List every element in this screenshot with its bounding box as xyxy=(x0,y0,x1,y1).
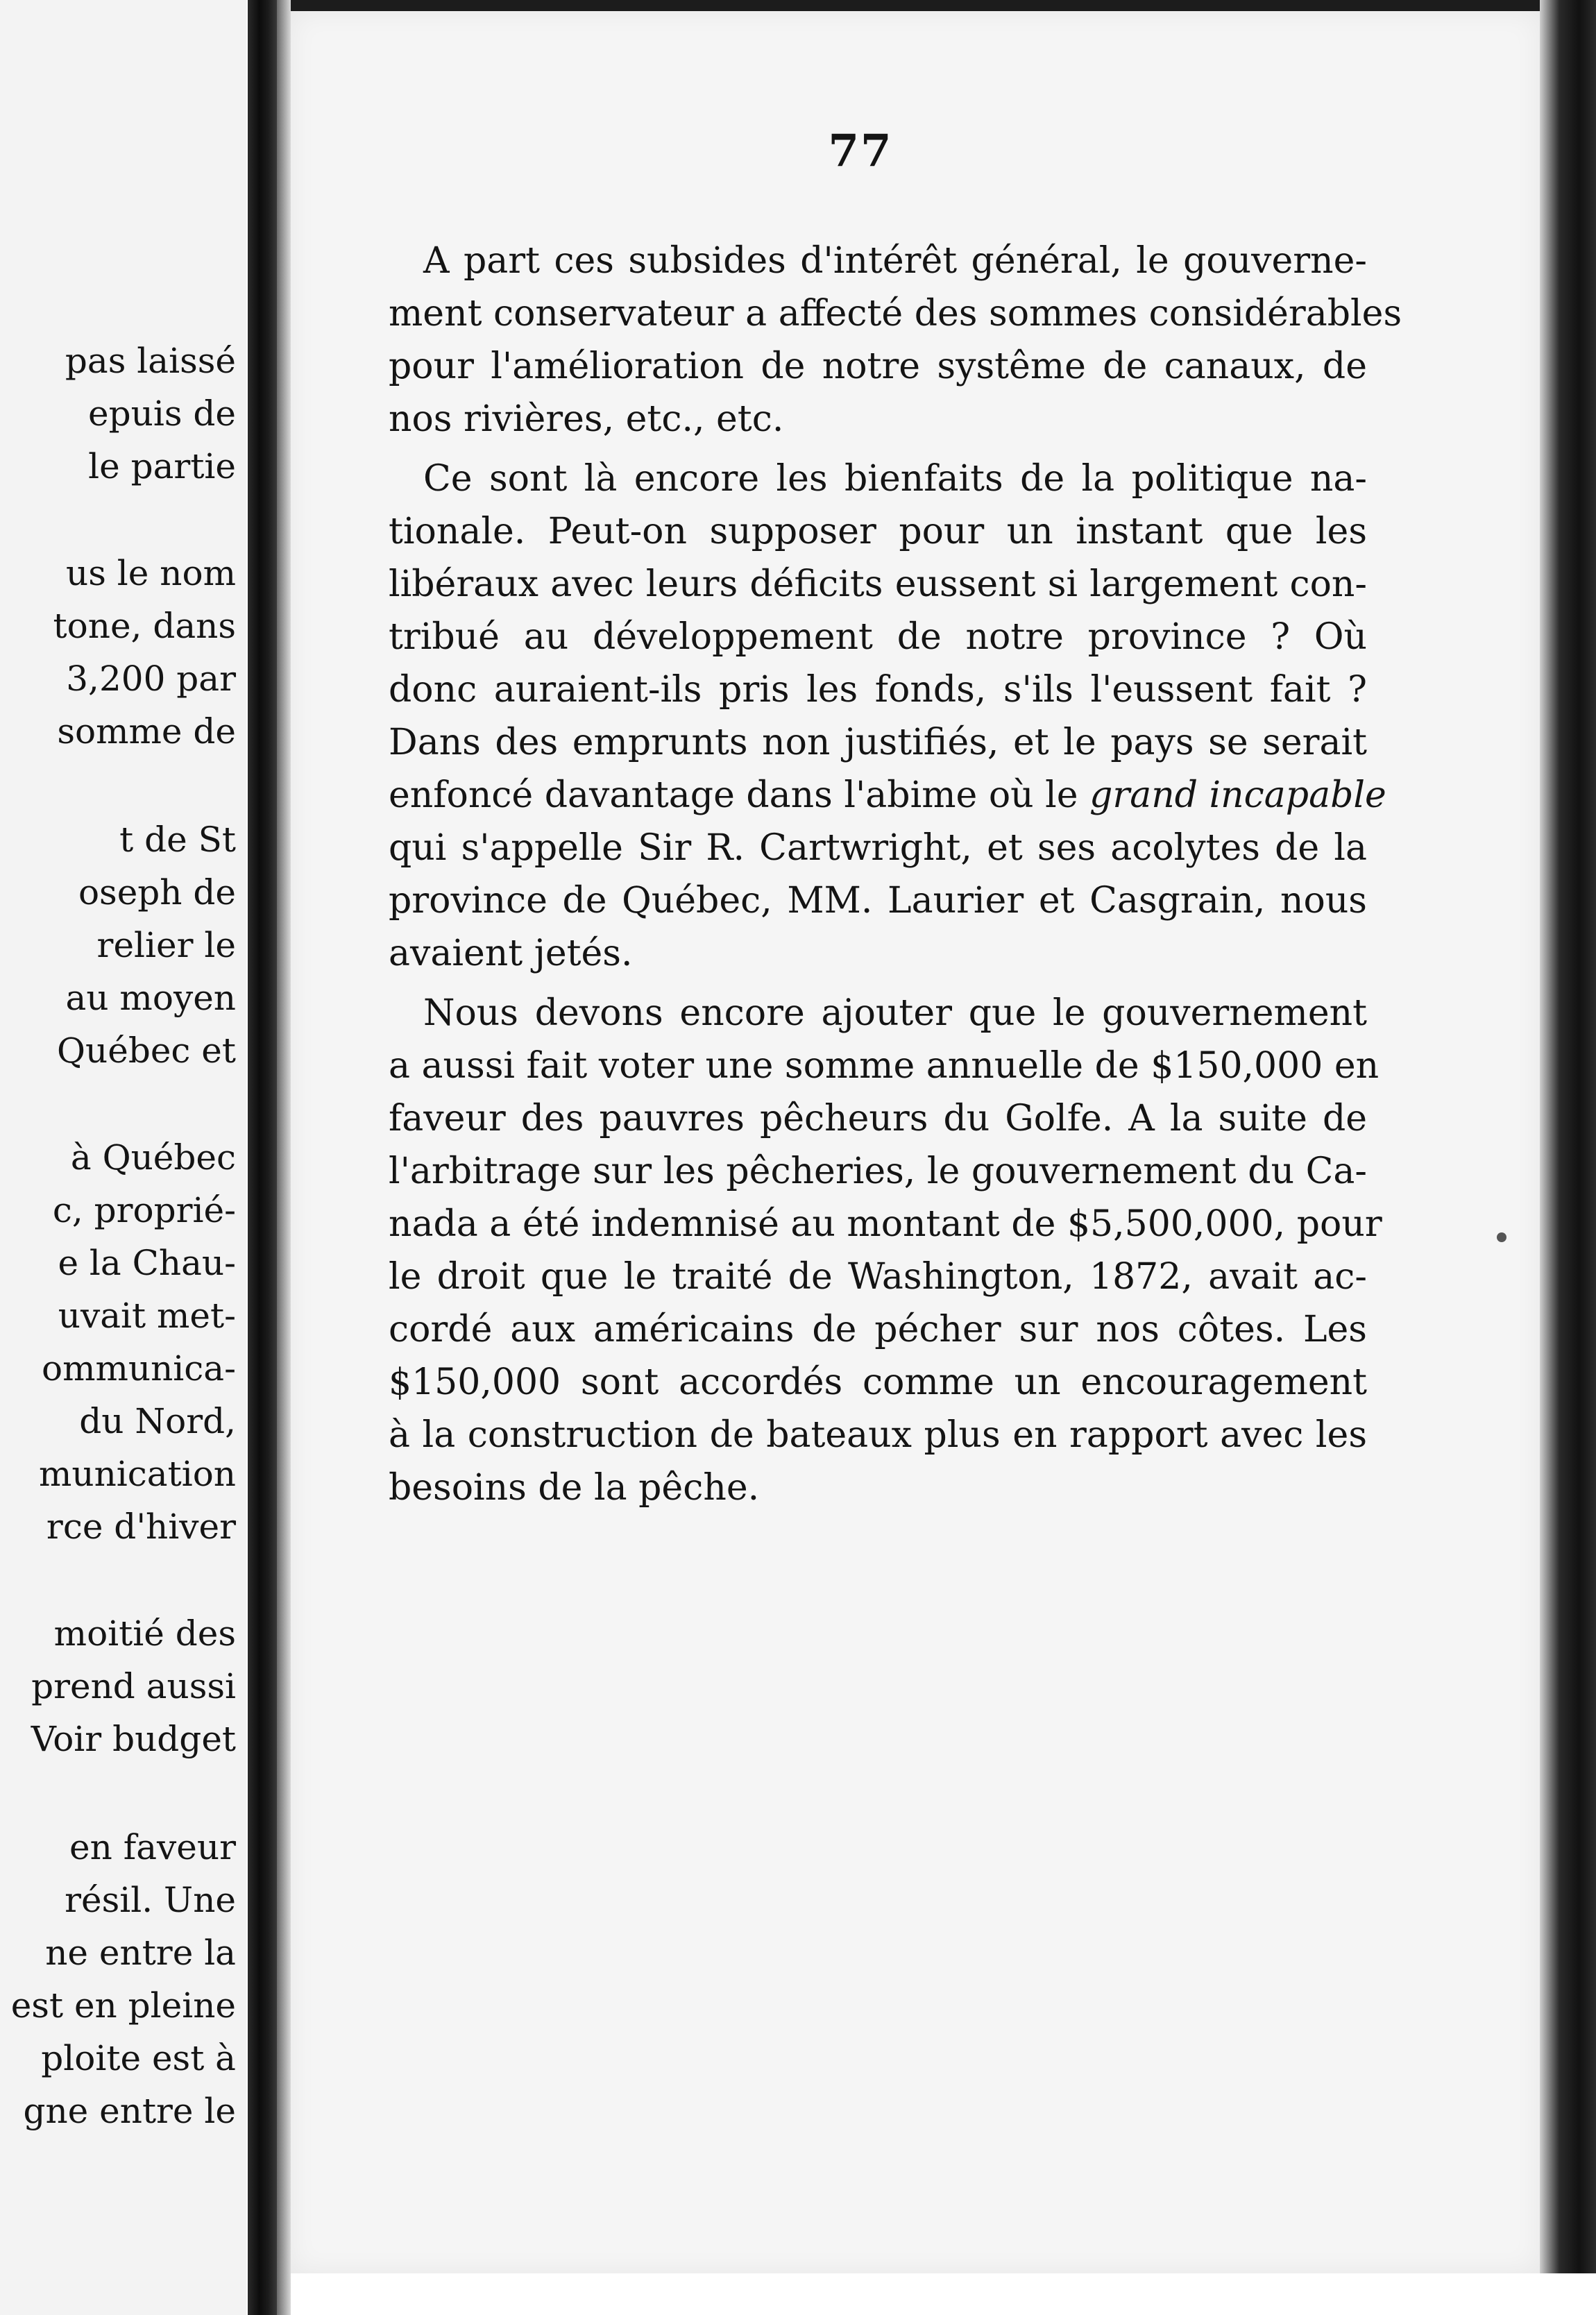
text-line: $150,000 sont accordés comme un encouragement xyxy=(389,1362,1367,1403)
ink-speck xyxy=(1497,1232,1506,1242)
text-line: cordé aux américains de pécher sur nos côtes. Les xyxy=(389,1309,1367,1350)
text-line: tribué au développement de notre province ? Où xyxy=(389,616,1367,658)
text-line: Ce sont là encore les bienfaits de la politique na- xyxy=(423,458,1367,500)
left-page-line: 3,200 par xyxy=(66,659,236,699)
left-page-line: ommunica- xyxy=(41,1348,236,1389)
text-line: l'arbitrage sur les pêcheries, le gouvernement du Ca- xyxy=(389,1151,1367,1192)
left-page-line: us le nom xyxy=(66,553,236,593)
text-line: besoins de la pêche. xyxy=(389,1467,760,1509)
gutter-shadow xyxy=(277,0,291,2315)
left-page-line: à Québec xyxy=(70,1137,236,1178)
text-line: faveur des pauvres pêcheurs du Golfe. A la suite de xyxy=(389,1098,1367,1139)
left-page-line: munication xyxy=(38,1454,236,1494)
text-line: donc auraient-ils pris les fonds, s'ils l'eussent fait ? xyxy=(389,669,1367,711)
left-page-line: en faveur xyxy=(69,1827,236,1867)
text-line: Nous devons encore ajouter que le gouvernement xyxy=(423,992,1367,1034)
left-page-line: epuis de xyxy=(88,393,236,434)
left-page-line: uvait met- xyxy=(58,1296,236,1336)
text-line: province de Québec, MM. Laurier et Casgrain, nous xyxy=(389,880,1367,922)
left-page-line: au moyen xyxy=(65,978,236,1018)
page-right-edge xyxy=(1540,0,1596,2315)
text-line: tionale. Peut-on supposer pour un instant que les xyxy=(389,511,1367,552)
page-bottom-margin xyxy=(291,2273,1596,2315)
left-page-line: Voir budget xyxy=(31,1719,236,1759)
left-page-line: relier le xyxy=(96,925,236,965)
text-line: pour l'amélioration de notre systême de canaux, de xyxy=(389,346,1367,387)
page-number: 77 xyxy=(828,125,893,177)
page-top-edge xyxy=(291,0,1540,11)
text-segment: enfoncé davantage dans l'abime où le xyxy=(389,774,1078,816)
left-page-line: résil. Une xyxy=(65,1880,236,1920)
text-line: avaient jetés. xyxy=(389,933,633,974)
left-page-line: gne entre le xyxy=(23,2091,236,2131)
text-line: Dans des emprunts non justifiés, et le pays se serait xyxy=(389,722,1367,763)
left-page-line: t de St xyxy=(119,820,236,860)
italic-phrase: grand incapable xyxy=(1089,774,1386,816)
left-page-line: le partie xyxy=(88,446,236,486)
text-line: A part ces subsides d'intérêt général, le gouverne- xyxy=(423,240,1367,282)
left-page-line: ne entre la xyxy=(45,1933,236,1973)
left-page-line: Québec et xyxy=(57,1031,236,1071)
left-page-line: pas laissé xyxy=(65,341,236,381)
text-line-with-italic xyxy=(389,770,1386,820)
facing-page-fragment xyxy=(0,0,246,2315)
left-page-line: tone, dans xyxy=(53,606,236,646)
book-gutter xyxy=(248,0,277,2315)
text-line: à la construction de bateaux plus en rapport avec les xyxy=(389,1414,1367,1456)
left-page-line: somme de xyxy=(57,711,236,752)
text-line: ment conservateur a affecté des sommes considérables xyxy=(389,293,1402,334)
text-line: le droit que le traité de Washington, 1872, avait ac- xyxy=(389,1256,1367,1298)
text-line: libéraux avec leurs déficits eussent si largement con- xyxy=(389,563,1367,605)
left-page-line: c, proprié- xyxy=(52,1190,236,1230)
text-line: nada a été indemnisé au montant de $5,500,000, pour xyxy=(389,1203,1382,1245)
text-line: a aussi fait voter une somme annuelle de $150,000 en xyxy=(389,1045,1379,1087)
left-page-line: est en pleine xyxy=(10,1985,236,2026)
left-page-line: e la Chau- xyxy=(58,1243,236,1283)
left-page-line: moitié des xyxy=(53,1613,236,1654)
left-page-line: ploite est à xyxy=(41,2038,236,2078)
left-page-line: oseph de xyxy=(78,872,236,913)
text-line: qui s'appelle Sir R. Cartwright, et ses acolytes de la xyxy=(389,827,1367,869)
left-page-line: du Nord, xyxy=(79,1401,236,1441)
left-page-line: rce d'hiver xyxy=(46,1507,236,1547)
text-line: nos rivières, etc., etc. xyxy=(389,398,784,440)
left-page-line: prend aussi xyxy=(31,1666,236,1706)
